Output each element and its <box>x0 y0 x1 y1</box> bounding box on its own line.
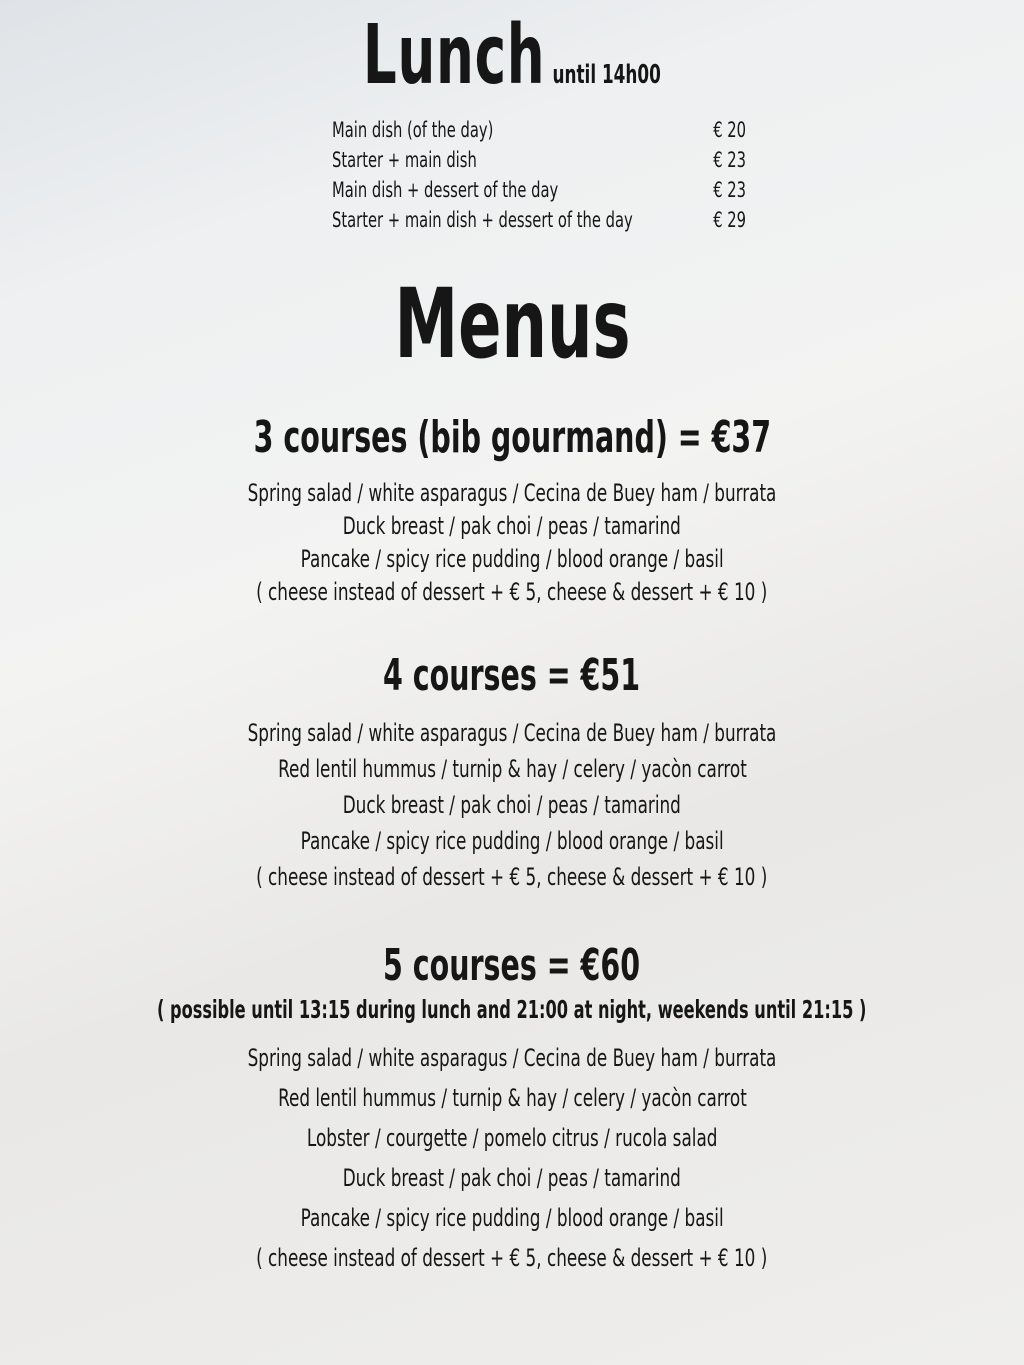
dish-text: ( cheese instead of dessert + € 5, cheese & dessert + € 10 ) <box>256 863 768 891</box>
section-title-text: 3 courses (bib gourmand) = €37 <box>253 412 771 463</box>
dish-list <box>0 1038 1024 1278</box>
dish-line <box>0 543 1024 576</box>
dish-text: Lobster / courgette / pomelo citrus / rucola salad <box>306 1124 718 1152</box>
menu-section-4-courses <box>0 650 1024 895</box>
lunch-item-price: € 23 <box>713 178 746 202</box>
dish-line <box>0 787 1024 823</box>
dish-text: Red lentil hummus / turnip & hay / celery / yacòn carrot <box>277 1084 747 1112</box>
lunch-item-price: € 29 <box>713 208 746 232</box>
dish-line <box>0 1038 1024 1078</box>
lunch-row <box>332 178 752 208</box>
menus-title-text: Menus <box>393 268 631 380</box>
lunch-item-name: Main dish (of the day) <box>332 118 494 142</box>
dish-line <box>0 1198 1024 1238</box>
lunch-row <box>332 208 752 238</box>
dish-text: Spring salad / white asparagus / Cecina de Buey ham / burrata <box>247 479 777 507</box>
dish-text: Pancake / spicy rice pudding / blood orange / basil <box>300 545 724 573</box>
dish-line <box>0 477 1024 510</box>
dish-line <box>0 510 1024 543</box>
dish-line <box>0 576 1024 609</box>
lunch-item-name: Starter + main dish + dessert of the day <box>332 208 633 232</box>
dish-line <box>0 1238 1024 1278</box>
dish-line <box>0 823 1024 859</box>
section-title-text: 4 courses = €51 <box>383 650 641 701</box>
section-title-text: 5 courses = €60 <box>383 940 641 991</box>
dish-text: ( cheese instead of dessert + € 5, cheese & dessert + € 10 ) <box>256 1244 768 1272</box>
lunch-item-price: € 20 <box>713 118 746 142</box>
lunch-item-price: € 23 <box>713 148 746 172</box>
lunch-row <box>332 148 752 178</box>
dish-line <box>0 1118 1024 1158</box>
dish-text: Pancake / spicy rice pudding / blood orange / basil <box>300 1204 724 1232</box>
dish-text: Spring salad / white asparagus / Cecina de Buey ham / burrata <box>247 719 777 747</box>
dish-text: Pancake / spicy rice pudding / blood orange / basil <box>300 827 724 855</box>
dish-list <box>0 715 1024 895</box>
dish-text: Duck breast / pak choi / peas / tamarind <box>342 791 682 819</box>
dish-text: Duck breast / pak choi / peas / tamarind <box>342 512 682 540</box>
dish-line <box>0 751 1024 787</box>
dish-line <box>0 715 1024 751</box>
dish-line <box>0 859 1024 895</box>
lunch-header <box>0 8 1024 103</box>
section-title <box>0 412 1024 463</box>
lunch-row <box>332 118 752 148</box>
menus-title <box>0 268 1024 380</box>
dish-text: Red lentil hummus / turnip & hay / celery / yacòn carrot <box>277 755 747 783</box>
lunch-item-name: Main dish + dessert of the day <box>332 178 559 202</box>
lunch-item-name: Starter + main dish <box>332 148 477 172</box>
menu-section-5-courses <box>0 940 1024 1278</box>
section-title <box>0 940 1024 991</box>
menu-section-3-courses <box>0 412 1024 609</box>
dish-line <box>0 1078 1024 1118</box>
section-note-text: ( possible until 13:15 during lunch and 21:00 at night, weekends until 21:15 ) <box>157 995 867 1024</box>
lunch-title: Lunch <box>363 8 546 103</box>
dish-text: Spring salad / white asparagus / Cecina de Buey ham / burrata <box>247 1044 777 1072</box>
dish-list <box>0 477 1024 609</box>
lunch-subtitle: until 14h00 <box>552 60 661 90</box>
dish-text: Duck breast / pak choi / peas / tamarind <box>342 1164 682 1192</box>
lunch-price-list <box>332 118 752 238</box>
section-title <box>0 650 1024 701</box>
dish-text: ( cheese instead of dessert + € 5, cheese & dessert + € 10 ) <box>256 578 768 606</box>
section-note <box>0 995 1024 1024</box>
dish-line <box>0 1158 1024 1198</box>
